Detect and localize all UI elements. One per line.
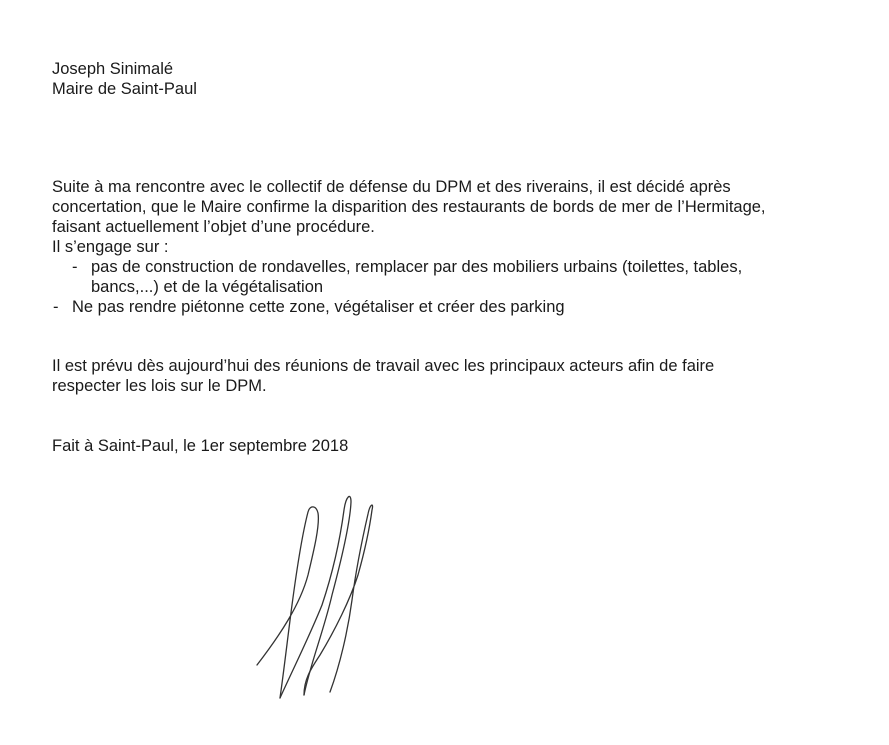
paragraph-2-line-2: respecter les lois sur le DPM.	[52, 377, 267, 395]
paragraph-2-line-1: Il est prévu dès aujourd’hui des réunions de travail avec les principaux acteurs afin de faire	[52, 357, 715, 375]
author-title: Maire de Saint-Paul	[52, 80, 197, 98]
bullet-2-line-1: Ne pas rendre piétonne cette zone, végétaliser et créer des parking	[72, 298, 565, 316]
paragraph-1-line-3: faisant actuellement l’objet d’une procédure.	[52, 218, 375, 236]
paragraph-1-line-2: concertation, que le Maire confirme la disparition des restaurants de bords de mer de l’Hermitage,	[52, 198, 766, 216]
bullet-1-line-2: bancs,...) et de la végétalisation	[91, 278, 324, 296]
place-date: Fait à Saint-Paul, le 1er septembre 2018	[52, 437, 349, 455]
author-name: Joseph Sinimalé	[52, 60, 174, 78]
paragraph-1-line-1: Suite à ma rencontre avec le collectif de défense du DPM et des riverains, il est décidé après	[52, 178, 731, 196]
bullet-2-dash: -	[53, 298, 59, 316]
bullet-1-dash: -	[72, 258, 78, 276]
signature-image	[240, 480, 400, 710]
bullet-1-line-1: pas de construction de rondavelles, remplacer par des mobiliers urbains (toilettes, tables,	[91, 258, 743, 276]
engagement-intro: Il s’engage sur :	[52, 238, 169, 256]
